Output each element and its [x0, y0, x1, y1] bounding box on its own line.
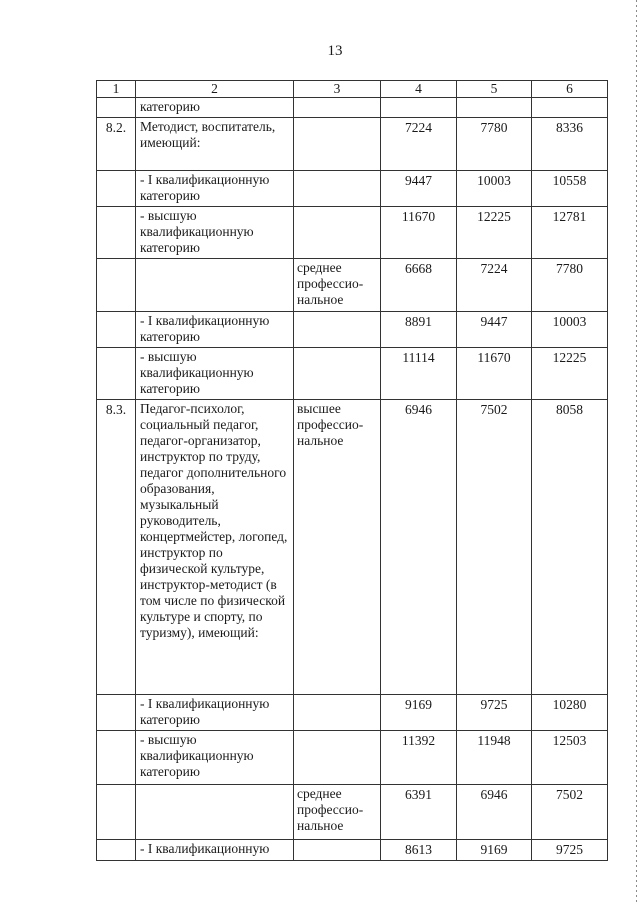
value-cell: 11114	[381, 348, 457, 400]
value-cell: 11670	[457, 348, 532, 400]
education-cell: среднее профессио-нальное	[294, 785, 381, 840]
education-cell	[294, 840, 381, 861]
column-header: 2	[136, 81, 294, 98]
value-cell: 10558	[532, 171, 608, 207]
value-cell: 6391	[381, 785, 457, 840]
row-number	[97, 695, 136, 731]
education-cell	[294, 171, 381, 207]
value-cell: 12781	[532, 207, 608, 259]
table-row	[97, 400, 608, 695]
value-cell	[381, 98, 457, 118]
value-cell: 12503	[532, 731, 608, 785]
value-cell: 8336	[532, 118, 608, 171]
value-cell: 12225	[532, 348, 608, 400]
row-number	[97, 171, 136, 207]
education-cell	[294, 695, 381, 731]
position-cell	[136, 259, 294, 312]
row-number	[97, 840, 136, 861]
value-cell: 6946	[381, 400, 457, 695]
education-cell	[294, 118, 381, 171]
education-cell	[294, 207, 381, 259]
table-row	[97, 171, 608, 207]
value-cell: 9169	[381, 695, 457, 731]
row-number: 8.2.	[97, 118, 136, 171]
table-row	[97, 259, 608, 312]
education-cell: среднее профессио-нальное	[294, 259, 381, 312]
value-cell: 11670	[381, 207, 457, 259]
value-cell: 7502	[457, 400, 532, 695]
position-cell: Методист, воспитатель, имеющий:	[136, 118, 294, 171]
value-cell: 10003	[532, 312, 608, 348]
column-header: 5	[457, 81, 532, 98]
table-row	[97, 207, 608, 259]
table-row	[97, 695, 608, 731]
value-cell: 8891	[381, 312, 457, 348]
table-row	[97, 348, 608, 400]
table-row	[97, 312, 608, 348]
row-number	[97, 348, 136, 400]
position-cell: - высшую квалификационную категорию	[136, 207, 294, 259]
row-number	[97, 731, 136, 785]
column-header: 1	[97, 81, 136, 98]
row-number	[97, 98, 136, 118]
education-cell	[294, 98, 381, 118]
value-cell: 10280	[532, 695, 608, 731]
value-cell: 8058	[532, 400, 608, 695]
value-cell: 9447	[457, 312, 532, 348]
position-cell: - I квалификационную категорию	[136, 695, 294, 731]
row-number	[97, 312, 136, 348]
table-row	[97, 731, 608, 785]
education-cell	[294, 731, 381, 785]
education-cell	[294, 312, 381, 348]
value-cell: 7780	[532, 259, 608, 312]
salary-table	[96, 80, 608, 861]
position-cell: - высшую квалификационную категорию	[136, 348, 294, 400]
education-cell	[294, 348, 381, 400]
value-cell: 7780	[457, 118, 532, 171]
value-cell: 9725	[532, 840, 608, 861]
scan-edge-line	[636, 0, 637, 905]
position-cell: - I квалификационную категорию	[136, 312, 294, 348]
value-cell: 7502	[532, 785, 608, 840]
position-cell: - I квалификационную	[136, 840, 294, 861]
row-number	[97, 207, 136, 259]
value-cell: 7224	[381, 118, 457, 171]
row-number	[97, 785, 136, 840]
table-header-row	[97, 81, 608, 98]
position-cell: - I квалификационную категорию	[136, 171, 294, 207]
column-header: 6	[532, 81, 608, 98]
value-cell	[532, 98, 608, 118]
table-row	[97, 118, 608, 171]
value-cell: 9169	[457, 840, 532, 861]
position-cell: Педагог-психолог, социальный педагог, педагог-организатор, инструктор по труду, педагог дополнительного образования, музыкальный руководитель, концертмейстер, логопед, инструктор по физической культуре, инструктор-методист (в том числе по физической культуре и спорту, по туризму), имеющий:	[136, 400, 294, 695]
education-cell: высшее профессио-нальное	[294, 400, 381, 695]
value-cell: 7224	[457, 259, 532, 312]
table-row	[97, 98, 608, 118]
value-cell: 11392	[381, 731, 457, 785]
row-number: 8.3.	[97, 400, 136, 695]
page-number: 13	[327, 43, 343, 59]
value-cell: 8613	[381, 840, 457, 861]
position-cell: - высшую квалификационную категорию	[136, 731, 294, 785]
table-row	[97, 840, 608, 861]
value-cell: 12225	[457, 207, 532, 259]
value-cell: 9725	[457, 695, 532, 731]
column-header: 4	[381, 81, 457, 98]
row-number	[97, 259, 136, 312]
column-header: 3	[294, 81, 381, 98]
table-row	[97, 785, 608, 840]
value-cell: 9447	[381, 171, 457, 207]
value-cell: 6668	[381, 259, 457, 312]
position-cell	[136, 785, 294, 840]
value-cell: 6946	[457, 785, 532, 840]
value-cell: 10003	[457, 171, 532, 207]
position-cell: категорию	[136, 98, 294, 118]
value-cell	[457, 98, 532, 118]
value-cell: 11948	[457, 731, 532, 785]
